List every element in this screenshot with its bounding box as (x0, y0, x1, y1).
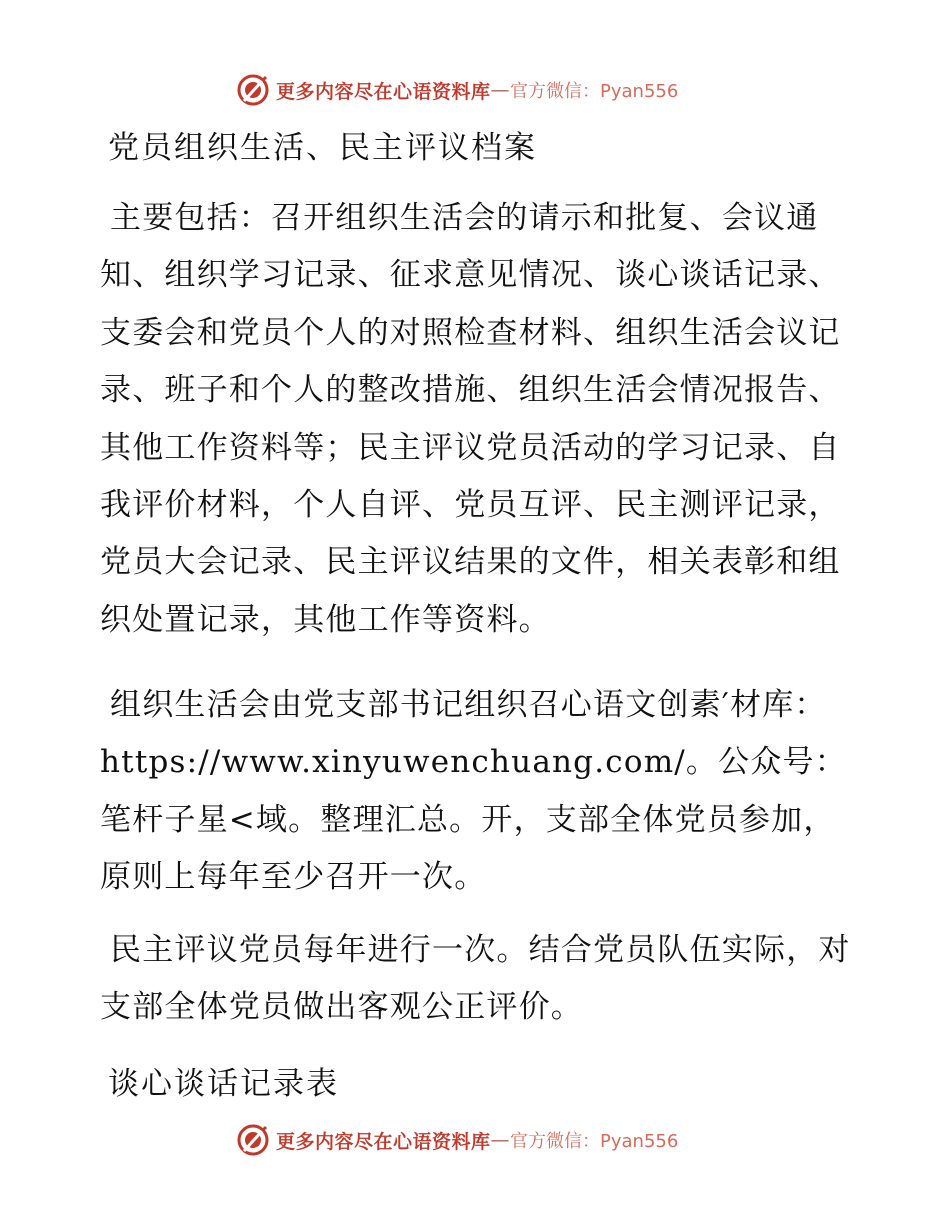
paragraph-organization-meeting: 组织生活会由党支部书记组织召心语文创素′材库：https://www.xinyuwenchuang.com/。公众号：笔杆子星<域。整理汇总。开，支部全体党员参加，原则上每年至少召开一次。 (100, 687, 847, 896)
banner-contact: 官方微信：Pyan556 (510, 81, 679, 102)
section-title: 谈心谈话记录表 (108, 1066, 339, 1102)
banner-contact: 官方微信：Pyan556 (510, 1131, 679, 1152)
paragraph-democratic-review: 民主评议党员每年进行一次。结合党员队伍实际，对支部全体党员做出客观公正评价。 (100, 932, 851, 1026)
banner-dash: — (490, 79, 511, 101)
pen-logo-icon (236, 1123, 270, 1157)
header-banner (236, 72, 678, 108)
pen-logo-icon (236, 73, 270, 107)
banner-slogan: 更多内容尽在心语资料库 (276, 1130, 491, 1153)
banner-slogan: 更多内容尽在心语资料库 (276, 80, 491, 103)
paragraph-contents: 主要包括：召开组织生活会的请示和批复、会议通知、组织学习记录、征求意见情况、谈心谈话记录、支委会和党员个人的对照检查材料、组织生活会议记录、班子和个人的整改措施、组织生活会情况报告、其他工作资料等；民主评议党员活动的学习记录、自我评价材料，个人自评、党员互评、民主测评记录，党员大会记录、民主评议结果的文件，相关表彰和组织处置记录，其他工作等资料。 (100, 200, 841, 638)
document-title: 党员组织生活、民主评议档案 (108, 130, 537, 166)
banner-dash: — (490, 1129, 511, 1151)
footer-banner (236, 1122, 678, 1158)
